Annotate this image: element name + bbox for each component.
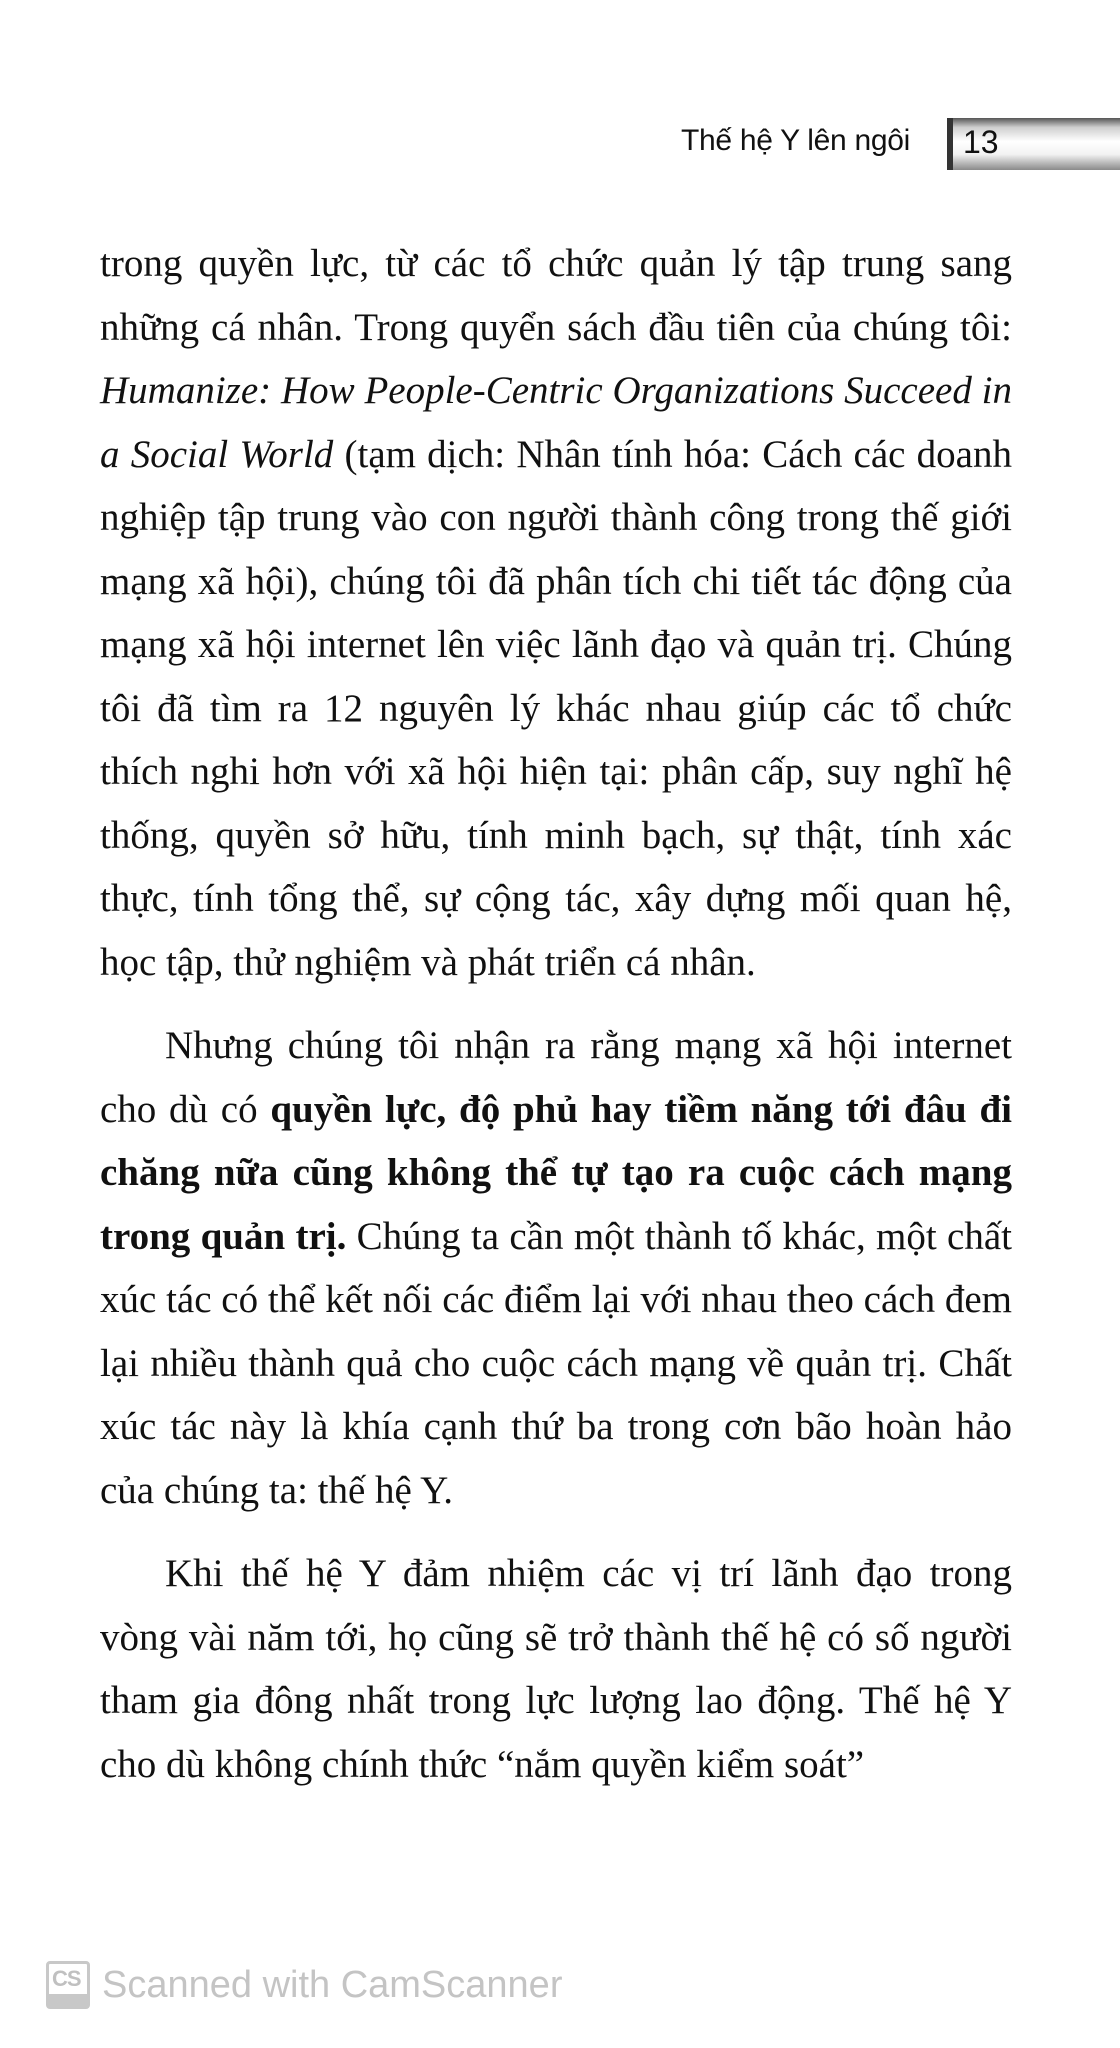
paragraph-1 [100,232,1012,994]
camscanner-watermark [46,1960,562,2010]
text-segment: Chúng ta cần một thành tố khác, một chất xúc tác có thể kết nối các điểm lại với nhau theo cách đem lại nhiều thành quả cho cuộc cách mạng về quản trị. Chất xúc tác này là khía cạnh thứ ba trong cơn bão hoàn hảo của chúng ta: thế hệ Y. [100,1214,1012,1512]
camscanner-logo-icon: CS [46,1961,90,2009]
emphasis-bold: quyền lực, độ phủ hay tiềm năng tới đâu đi chăng nữa cũng không thể tự tạo ra cuộc cách mạng trong quản trị. [100,1087,1013,1258]
body-text [100,232,1012,1796]
running-header [0,118,1120,174]
text-segment: trong quyền lực, từ các tổ chức quản lý tập trung sang những cá nhân. Trong quyển sách đầu tiên của chúng tôi: [100,242,1012,349]
page-number-tab [947,118,1120,170]
paragraph-2 [100,1014,1012,1522]
page-number: 13 [963,124,999,160]
paragraph-3 [100,1542,1012,1796]
running-title: Thế hệ Y lên ngôi [681,124,910,157]
text-segment: Nhưng chúng tôi nhận ra rằng mạng xã hội internet cho dù có [100,1024,1012,1131]
text-segment: (tạm dịch: Nhân tính hóa: Cách các doanh nghiệp tập trung vào con người thành công trong thế giới mạng xã hội), chúng tôi đã phân tích chi tiết tác động của mạng xã hội internet lên việc lãnh đạo và quản trị. Chúng tôi đã tìm ra 12 nguyên lý khác nhau giúp các tổ chức thích nghi hơn với xã hội hiện tại: phân cấp, suy nghĩ hệ thống, quyền sở hữu, tính minh bạch, sự thật, tính xác thực, tính tổng thể, sự cộng tác, xây dựng mối quan hệ, học tập, thử nghiệm và phát triển cá nhân. [100,432,1012,984]
watermark-text: Scanned with CamScanner [102,1963,563,2006]
book-title-italic: Humanize: How People-Centric Organizations Succeed in a Social World [100,369,1012,476]
text-segment: Khi thế hệ Y đảm nhiệm các vị trí lãnh đạo trong vòng vài năm tới, họ cũng sẽ trở thành thế hệ có số người tham gia đông nhất trong lực lượng lao động. Thế hệ Y cho dù không chính thức “nắm quyền kiểm soát” [100,1552,1012,1786]
